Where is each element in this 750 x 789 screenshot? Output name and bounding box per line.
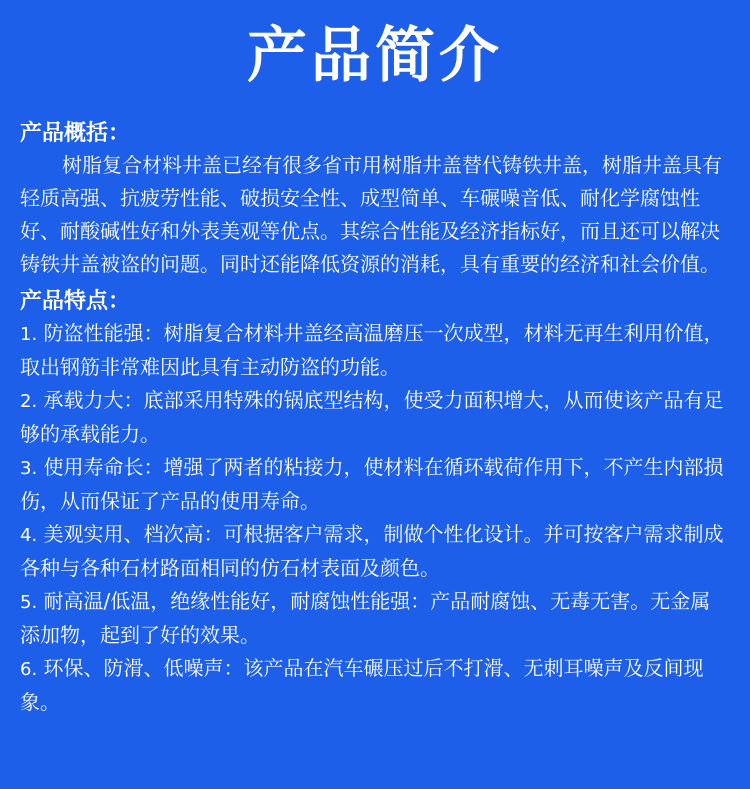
feature-item xyxy=(20,585,730,652)
feature-number: 5. xyxy=(20,592,38,613)
feature-text: 使用寿命长：增强了两者的粘接力，使材料在循环载荷作用下，不产生内部损伤，从而保证了产品的使用寿命。 xyxy=(20,455,724,513)
feature-item xyxy=(20,451,730,518)
feature-item xyxy=(20,652,730,719)
feature-list xyxy=(20,317,730,719)
feature-number: 6. xyxy=(20,659,38,680)
feature-item xyxy=(20,518,730,585)
overview-heading: 产品概括： xyxy=(20,121,131,146)
overview-paragraph: 树脂复合材料井盖已经有很多省市用树脂井盖替代铸铁井盖，树脂井盖具有轻质高强、抗疲劳性能、破损安全性、成型简单、车碾噪音低、耐化学腐蚀性好、耐酸碱性好和外表美观等优点。其综合性能及经济指标好，而且还可以解决铸铁井盖被盗的问题。同时还能降低资源的消耗，具有重要的经济和社会价值。 xyxy=(20,153,722,276)
feature-text: 承载力大：底部采用特殊的锅底型结构，使受力面积增大，从而使该产品有足够的承载能力。 xyxy=(20,388,724,446)
page-title: 产品简介 xyxy=(247,21,503,91)
overview-section xyxy=(20,119,730,281)
feature-item xyxy=(20,384,730,451)
feature-number: 3. xyxy=(20,458,38,479)
feature-text: 美观实用、档次高：可根据客户需求，制做个性化设计。并可按客户需求制成各种与各种石材路面相同的仿石材表面及颜色。 xyxy=(20,522,724,580)
feature-text: 防盗性能强：树脂复合材料井盖经高温磨压一次成型，材料无再生利用价值，取出钢筋非常难因此具有主动防盗的功能。 xyxy=(20,321,724,379)
feature-item xyxy=(20,317,730,384)
features-section xyxy=(20,287,730,719)
feature-number: 1. xyxy=(20,324,38,345)
feature-text: 耐高温/低温，绝缘性能好，耐腐蚀性能强：产品耐腐蚀、无毒无害。无金属添加物，起到了好的效果。 xyxy=(20,589,711,647)
feature-number: 4. xyxy=(20,525,38,546)
feature-text: 环保、防滑、低噪声：该产品在汽车碾压过后不打滑、无刺耳噪声及反间现象。 xyxy=(20,656,704,714)
features-heading: 产品特点： xyxy=(20,289,131,314)
feature-number: 2. xyxy=(20,391,38,412)
